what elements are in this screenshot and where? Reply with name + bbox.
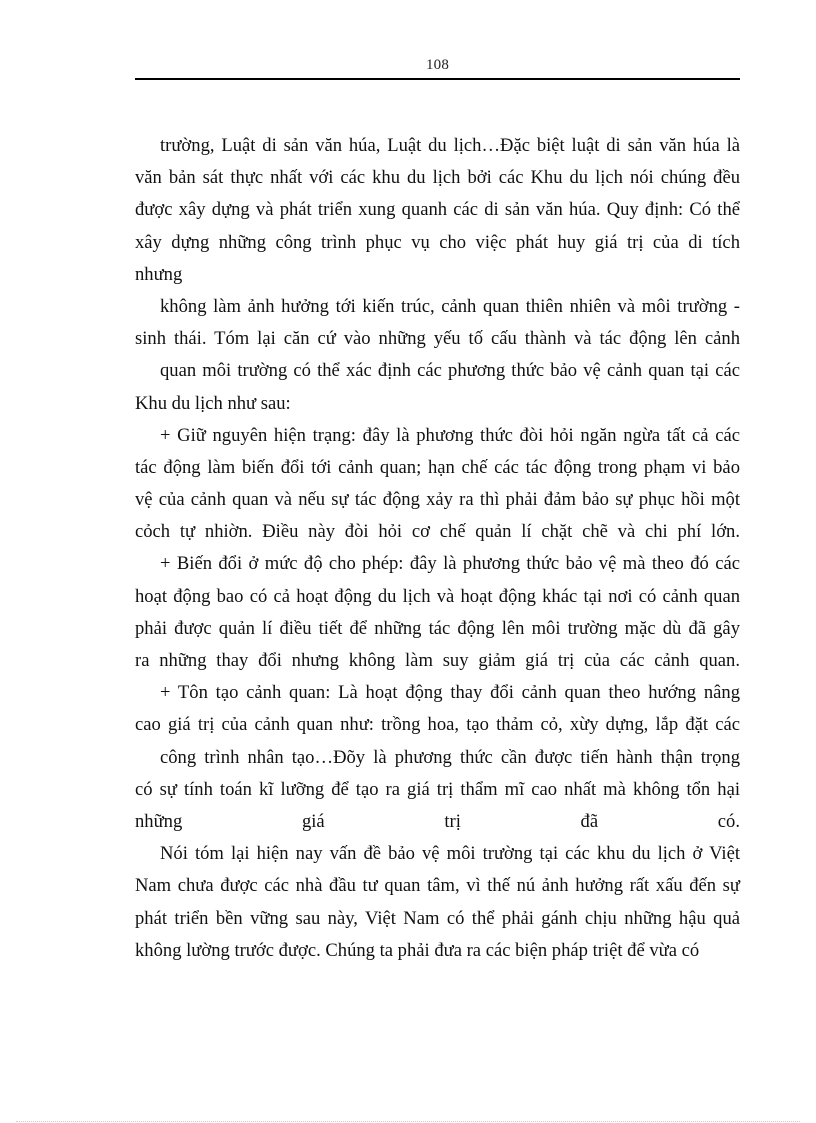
text-line: công trình nhân tạo…Đõy là phương thức cần được tiến hành thận trọng bbox=[160, 746, 740, 768]
text-line: cao giá trị của cảnh quan như: trồng hoa, tạo thảm cỏ, xừy dựng, lắp đặt các bbox=[135, 714, 740, 736]
text-line: vệ của cảnh quan và nếu sự tác động xảy ra thì phải đảm bảo sự phục hồi một bbox=[135, 489, 740, 511]
text-line: tác động làm biến đổi tới cảnh quan; hạn chế các tác động trong phạm vi bảo bbox=[135, 456, 740, 478]
text-line: Nói tóm lại hiện nay vấn đề bảo vệ môi trường tại các khu du lịch ở Việt bbox=[160, 843, 740, 865]
text-line: + Biến đổi ở mức độ cho phép: đây là phương thức bảo vệ mà theo đó các bbox=[160, 553, 740, 575]
text-line: Khu du lịch như sau: bbox=[135, 392, 291, 414]
text-line: không lường trước được. Chúng ta phải đưa ra các biện pháp triệt để vừa có bbox=[135, 939, 700, 961]
text-line: + Tôn tạo cảnh quan: Là hoạt động thay đổi cảnh quan theo hướng nâng bbox=[160, 682, 740, 704]
page-header bbox=[135, 56, 740, 80]
text-line: không làm ảnh hưởng tới kiến trúc, cảnh quan thiên nhiên và môi trường - bbox=[160, 295, 740, 317]
page-number: 108 bbox=[425, 57, 450, 73]
page-bottom-border bbox=[16, 1121, 800, 1122]
text-line: nhưng bbox=[135, 263, 183, 285]
text-line: những giá trị đã có. bbox=[135, 810, 740, 832]
text-line: phát triển bền vững sau này, Việt Nam có thể phải gánh chịu những hậu quả bbox=[135, 907, 740, 929]
text-line: phải được quản lí điều tiết để những tác động lên môi trường mặc dù đã gây bbox=[135, 617, 740, 639]
text-line: + Giữ nguyên hiện trạng: đây là phương thức đòi hỏi ngăn ngừa tất cả các bbox=[160, 424, 740, 446]
text-line: cỏch tự nhiờn. Điều này đòi hỏi cơ chế quản lí chặt chẽ và chi phí lớn. bbox=[135, 521, 740, 543]
text-line: Nam chưa được các nhà đầu tư quan tâm, vì thế nú ảnh hưởng rất xấu đến sự bbox=[135, 875, 740, 897]
text-line: xây dựng những công trình phục vụ cho việc phát huy giá trị của di tích bbox=[135, 231, 740, 253]
text-line: hoạt động bao có cả hoạt động du lịch và hoạt động khác tại nơi có cảnh quan bbox=[135, 585, 740, 607]
text-line: có sự tính toán kĩ lưỡng để tạo ra giá trị thẩm mĩ cao nhất mà không tổn hại bbox=[135, 778, 740, 800]
text-line: trường, Luật di sản văn húa, Luật du lịch…Đặc biệt luật di sản văn húa là bbox=[160, 135, 740, 156]
text-line: ra những thay đổi nhưng không làm suy giảm giá trị của các cảnh quan. bbox=[135, 650, 740, 671]
text-line: được xây dựng và phát triển xung quanh các di sản văn húa. Quy định: Có thể bbox=[135, 199, 740, 221]
text-line: quan môi trường có thể xác định các phương thức bảo vệ cảnh quan tại các bbox=[160, 360, 740, 382]
body-text bbox=[135, 130, 740, 967]
text-line: văn bản sát thực nhất với các khu du lịch bởi các Khu du lịch nói chúng đều bbox=[135, 167, 740, 189]
text-line: sinh thái. Tóm lại căn cứ vào những yếu tố cấu thành và tác động lên cảnh bbox=[135, 328, 740, 350]
